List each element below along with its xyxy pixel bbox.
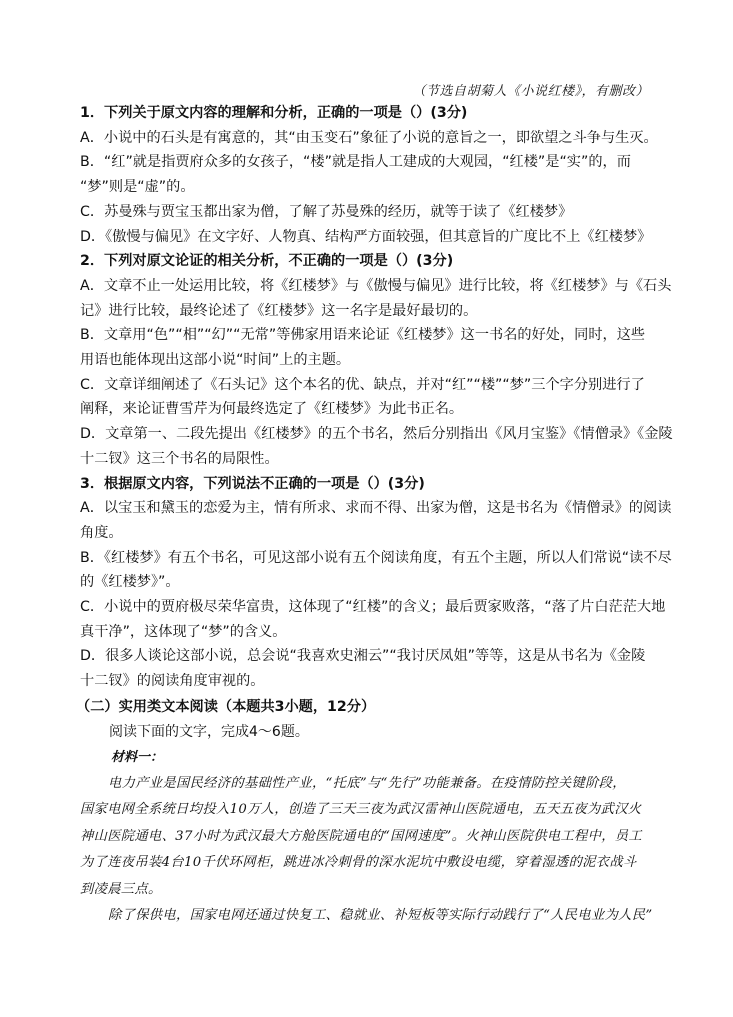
- option-line: B．“红”就是指贾府众多的女孩子，“楼”就是指人工建成的大观园，“红楼”是“实”的，而: [80, 154, 631, 171]
- question-1: [80, 101, 665, 249]
- option-line: B．《红楼梦》有五个书名，可见这部小说有五个阅读角度，有五个主题，所以人们常说“读不尽: [80, 549, 672, 566]
- option-line: C．文章详细阐述了《石头记》这个本名的优、缺点，并对“红”“楼”“梦”三个字分别进行了: [80, 376, 645, 393]
- option-line: “梦”则是“虚”的。: [80, 179, 195, 196]
- option-line: 十二钗》这三个书名的局限性。: [80, 450, 279, 467]
- question-stem: 3．根据原文内容，下列说法不正确的一项是（）(3分): [80, 475, 425, 492]
- option-line: 真干净”，这体现了“梦”的含义。: [80, 623, 287, 640]
- question-3: [80, 472, 672, 694]
- option-line: D．很多人谈论这部小说，总会说“我喜欢史湘云”“我讨厌凤姐”等等，这是从书名为《金陵: [80, 648, 646, 665]
- paragraph-line: 神山医院通电、37小时为武汉最大方舱医院通电的“国网速度”。火神山医院供电工程中，员工: [80, 828, 642, 844]
- paragraph-line: 为了连夜吊装4台10千伏环网柜，跳进冰冷刺骨的深水泥坑中敷设电缆，穿着湿透的泥衣战斗: [80, 855, 637, 871]
- option-line: A．小说中的石头是有寓意的，其“由玉变石”象征了小说的意旨之一，即欲望之斗争与生灭。: [80, 129, 658, 146]
- paragraph-line: 除了保供电，国家电网还通过快复工、稳就业、补短板等实际行动践行了“人民电业为人民”: [108, 908, 653, 924]
- paragraph-line: 到凌晨三点。: [80, 881, 162, 897]
- question-stem: 2．下列对原文论证的相关分析，不正确的一项是（）(3分): [80, 253, 454, 270]
- material-paragraph-1: [80, 771, 665, 904]
- option-line: C．小说中的贾府极尽荣华富贵，这体现了“红楼”的含义；最后贾家败落，“落了片白茫茫大地: [80, 599, 666, 616]
- option-line: 的《红楼梦》”。: [80, 574, 180, 591]
- option-line: 角度。: [80, 524, 123, 541]
- option-line: 阐释，来论证曹雪芹为何最终选定了《红楼梦》为此书正名。: [80, 401, 464, 418]
- section-title: （二）实用类文本阅读（本题共3小题，12分）: [76, 698, 376, 715]
- option-line: 十二钗》的阅读角度审视的。: [80, 673, 265, 690]
- source-note: （节选自胡菊人《小说红楼》，有删改）: [412, 84, 649, 99]
- question-stem: 1．下列关于原文内容的理解和分析，正确的一项是（）(3分): [80, 105, 468, 121]
- material-paragraph-2: [80, 903, 665, 930]
- material-label: 材料一：: [111, 749, 164, 765]
- reading-instruction: 阅读下面的文字，完成4～6题。: [109, 723, 309, 740]
- option-line: D．《傲慢与偏见》在文字好、人物真、结构严方面较强，但其意旨的广度比不上《红楼梦》: [80, 228, 652, 245]
- option-line: 记》进行比较，最终论述了《红楼梦》这一名字是最好最切的。: [80, 302, 478, 319]
- content-area: [76, 101, 673, 930]
- option-line: B．文章用“色”“相”“幻”“无常”等佛家用语来论证《红楼梦》这一书名的好处，同时，这些: [80, 327, 646, 344]
- option-line: 用语也能体现出这部小说“时间”上的主题。: [80, 352, 351, 369]
- option-line: A．以宝玉和黛玉的恋爱为主，情有所求、求而不得、出家为僧，这是书名为《情僧录》的阅读: [80, 500, 672, 517]
- paragraph-line: 国家电网全系统日均投入10万人，创造了三天三夜为武汉雷神山医院通电，五天五夜为武汉火: [80, 802, 642, 818]
- question-2: [80, 249, 673, 471]
- option-line: D．文章第一、二段先提出《红楼梦》的五个书名，然后分别指出《风月宝鉴》《情僧录》《金陵: [80, 426, 673, 443]
- option-line: C．苏曼殊与贾宝玉都出家为僧，了解了苏曼殊的经历，就等于读了《红楼梦》: [80, 203, 573, 220]
- paragraph-line: 电力产业是国民经济的基础性产业，“托底”与“先行”功能兼备。在疫情防控关键阶段，: [108, 775, 626, 791]
- option-line: A．文章不止一处运用比较，将《红楼梦》与《傲慢与偏见》进行比较，将《红楼梦》与《石头: [80, 277, 672, 294]
